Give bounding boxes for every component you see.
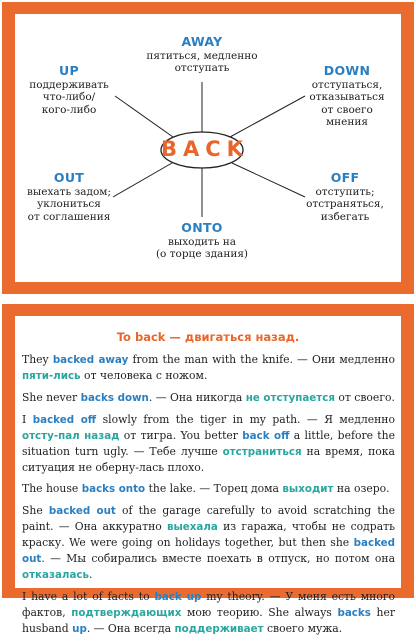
text: a little, before the situation turn ugly. — Тебе лучше <box>22 429 395 458</box>
text: She never <box>22 391 81 404</box>
node-out <box>17 172 121 223</box>
text: . — Она никогда <box>148 391 246 404</box>
phrase-ru: выходит <box>282 483 334 495</box>
phrase-en: backed out <box>22 537 395 565</box>
diagram-panel <box>15 14 401 282</box>
example-up <box>22 589 395 637</box>
down-translation-3: от своего <box>321 103 373 116</box>
text: I have a lot of facts to <box>22 590 155 603</box>
out-translation-1: выехать задом; <box>26 185 111 198</box>
out-translation-2: уклониться <box>37 198 101 210</box>
example-out <box>22 503 395 583</box>
phrase-en: back off <box>242 430 290 442</box>
down-translation-1: отступаться, <box>311 78 383 91</box>
keyword-up: UP <box>59 63 79 78</box>
keyword-down: DOWN <box>323 63 371 78</box>
example-onto <box>22 481 395 497</box>
example-down <box>22 390 395 406</box>
examples-body <box>22 352 395 643</box>
phrase-ru: подтверждающих <box>71 607 182 619</box>
text: из гаража, чтобы не содрать краску. We were going on holidays together, but then she <box>22 520 395 549</box>
phrase-en: up <box>72 623 87 635</box>
phrase-en: backed out <box>48 505 116 517</box>
phrase-en: back up <box>154 591 202 603</box>
keyword-off: OFF <box>330 170 360 185</box>
text: мою теорию. She always <box>181 606 338 619</box>
text: The house <box>22 482 82 495</box>
text: своего мужа. <box>263 622 343 635</box>
phrase-ru: отсту-пал назад <box>22 430 120 442</box>
down-translation-4: мнения <box>326 116 368 128</box>
text: от тигра. You better <box>119 429 243 442</box>
phrase-ru: пяти-лись <box>22 370 81 382</box>
node-off <box>293 172 397 223</box>
node-away <box>132 36 272 75</box>
phrase-ru: поддерживает <box>174 623 264 635</box>
examples-title: To back — двигаться назад. <box>116 330 300 344</box>
onto-translation-1: выходить на <box>167 235 237 248</box>
examples-card <box>2 304 414 635</box>
spoke-out <box>113 163 172 197</box>
text: She <box>22 504 49 517</box>
text: . — Она всегда <box>86 622 175 635</box>
phrase-en: backed away <box>52 354 129 366</box>
off-translation-2: отстраняться, <box>306 198 384 210</box>
text: They <box>22 353 53 366</box>
phrase-en: backs <box>337 607 371 619</box>
text: на время, пока ситуация не оберну-лась плохо. <box>22 445 395 474</box>
node-onto <box>137 222 267 261</box>
phrase-ru: отказалась <box>22 569 90 581</box>
phrase-en: backs onto <box>81 483 146 495</box>
text: . <box>89 568 93 581</box>
phrase-en: backs down <box>80 392 149 404</box>
text: I <box>22 413 33 426</box>
up-translation-1: поддерживать <box>29 78 109 91</box>
away-translation-2: отступать <box>174 62 230 74</box>
text: of the garage carefully to avoid scratching the paint. — Она аккуратно <box>22 504 396 533</box>
keyword-away: AWAY <box>181 34 223 49</box>
onto-translation-2: (о торце здания) <box>155 248 249 260</box>
text: the lake. — Торец дома <box>145 482 283 495</box>
phrase-ru: отстраниться <box>222 446 302 458</box>
phrase-ru: не отступается <box>245 392 335 404</box>
down-translation-2: отказываться <box>309 91 385 103</box>
phrase-en: backed off <box>32 414 97 426</box>
off-translation-1: отступить; <box>315 185 375 198</box>
diagram-card <box>2 2 414 294</box>
text: her husband <box>22 606 395 635</box>
examples-panel <box>15 316 401 635</box>
out-translation-3: от соглашения <box>27 210 111 223</box>
example-away <box>22 352 395 384</box>
spoke-down <box>230 96 305 137</box>
keyword-onto: ONTO <box>181 220 223 235</box>
center-word-back: BACK <box>161 137 249 161</box>
off-translation-3: избегать <box>320 210 370 223</box>
keyword-out: OUT <box>53 170 85 185</box>
away-translation-1: пятиться, медленно <box>146 49 258 62</box>
text: from the man with the knife. — Они медленно <box>128 353 395 366</box>
text: . — Мы собирались вместе поехать в отпуск, но потом она <box>41 552 395 565</box>
text: slowly from the tiger in my path. — Я медленно <box>96 413 395 426</box>
up-translation-2: что-либо/ <box>42 91 96 103</box>
node-up <box>19 65 119 116</box>
spoke-up <box>115 96 173 137</box>
node-down <box>297 65 397 129</box>
text: от своего. <box>334 391 395 404</box>
text: от человека с ножом. <box>80 369 208 382</box>
up-translation-3: кого-либо <box>41 103 97 116</box>
example-off <box>22 412 395 475</box>
text: my theory. — У меня есть много фактов, <box>22 590 395 619</box>
text: на озеро. <box>333 482 390 495</box>
phrase-ru: выехала <box>166 521 218 533</box>
